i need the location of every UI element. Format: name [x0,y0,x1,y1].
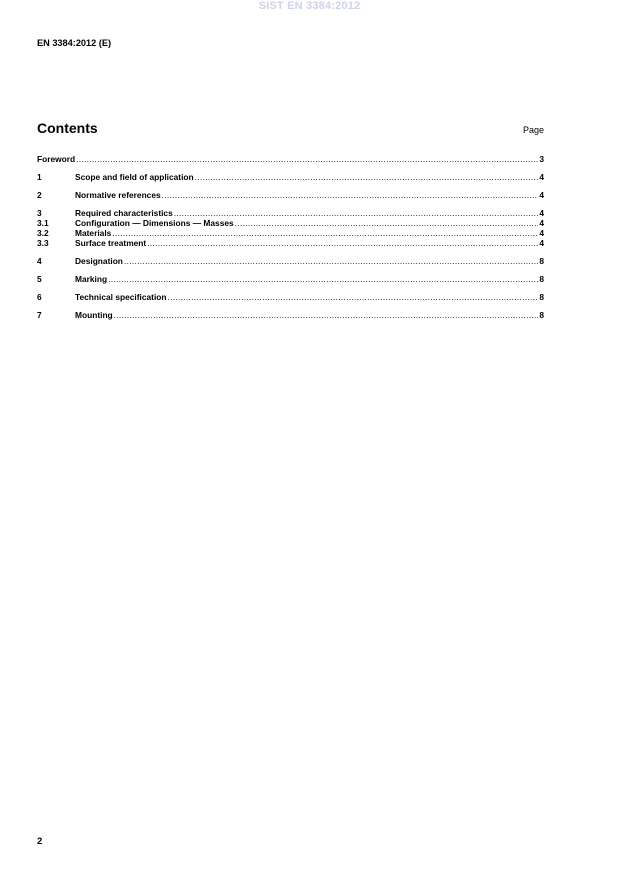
toc-dot-leader [124,256,538,266]
toc-entry-number: 7 [37,310,42,320]
toc-entry-page: 4 [539,190,544,200]
toc-entry-title: Normative references [75,190,161,200]
toc-dot-leader [112,228,538,238]
toc-entry-number: 3.2 [37,228,49,238]
toc-entry-scope[interactable] [37,172,544,182]
toc-entry-title: Designation [75,256,123,266]
toc-entry-page: 4 [539,172,544,182]
toc-entry-number: 5 [37,274,42,284]
toc-entry-marking[interactable] [37,274,544,284]
toc-entry-title: Technical specification [75,292,167,302]
document-id: EN 3384:2012 (E) [37,38,112,48]
table-of-contents [37,154,544,320]
toc-entry-number: 3.3 [37,238,49,248]
toc-entry-title: Mounting [75,310,113,320]
toc-dot-leader [168,292,539,302]
toc-entry-configuration[interactable] [37,218,544,228]
toc-entry-surface-treatment[interactable] [37,238,544,248]
toc-dot-leader [108,274,538,284]
toc-entry-materials[interactable] [37,228,544,238]
contents-heading: Contents [37,120,98,136]
toc-entry-number: 3 [37,208,42,218]
toc-entry-number: 2 [37,190,42,200]
toc-entry-page: 4 [539,228,544,238]
toc-entry-normative-references[interactable] [37,190,544,200]
toc-entry-title: Materials [75,228,112,238]
toc-entry-title: Surface treatment [75,238,147,248]
toc-entry-technical-specification[interactable] [37,292,544,302]
toc-dot-leader [235,218,539,228]
toc-entry-title: Scope and field of application [75,172,194,182]
page-column-label: Page [522,125,544,135]
toc-entry-mounting[interactable] [37,310,544,320]
toc-entry-page: 4 [539,208,544,218]
toc-dot-leader [114,310,539,320]
toc-entry-title: Marking [75,274,108,284]
toc-entry-page: 3 [539,154,544,164]
toc-dot-leader [162,190,539,200]
toc-entry-page: 8 [539,274,544,284]
toc-entry-page: 8 [539,310,544,320]
page-number: 2 [37,836,43,847]
toc-entry-required-characteristics[interactable] [37,208,544,218]
toc-entry-title: Required characteristics [75,208,173,218]
toc-entry-number: 3.1 [37,218,49,228]
toc-dot-leader [195,172,539,182]
toc-entry-page: 4 [539,238,544,248]
toc-entry-number: 4 [37,256,42,266]
watermark: SIST EN 3384:2012 [258,0,361,12]
toc-dot-leader [174,208,539,218]
toc-entry-designation[interactable] [37,256,544,266]
toc-entry-number: 1 [37,172,42,182]
toc-dot-leader [76,154,538,164]
toc-entry-page: 4 [539,218,544,228]
toc-entry-title: Configuration — Dimensions — Masses [75,218,234,228]
toc-entry-number: 6 [37,292,42,302]
toc-entry-page: 8 [539,292,544,302]
toc-entry-page: 8 [539,256,544,266]
toc-entry-title: Foreword [37,154,76,164]
toc-entry-foreword[interactable] [37,154,544,164]
toc-dot-leader [147,238,538,248]
